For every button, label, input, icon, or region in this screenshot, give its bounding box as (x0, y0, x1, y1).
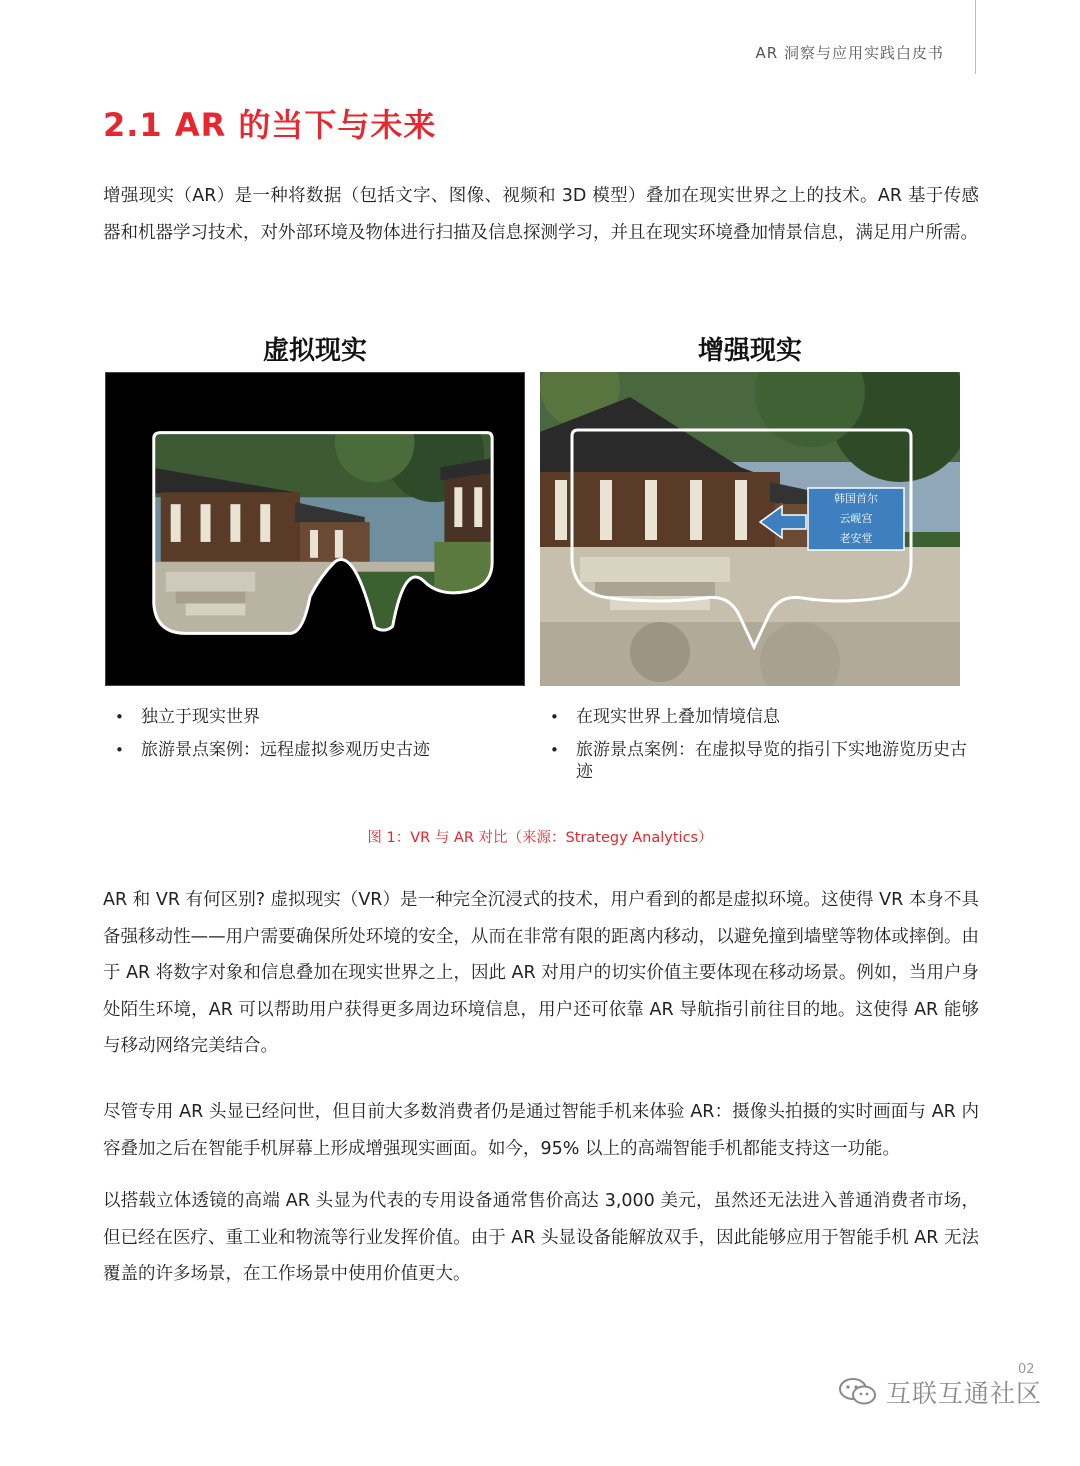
ar-bullet-list (550, 706, 970, 794)
list-item: • 旅游景点案例：远程虚拟参观历史古迹 (115, 739, 535, 761)
ar-label-line: 韩国首尔 (834, 492, 878, 505)
watermark (838, 1374, 1042, 1410)
ar-label-line: 老安堂 (839, 532, 873, 545)
list-item: • 独立于现实世界 (115, 706, 535, 728)
vr-bullet-list (115, 706, 535, 772)
list-item: • 旅游景点案例：在虚拟导览的指引下实地游览历史古迹 (550, 739, 970, 783)
body-paragraph: AR 和 VR 有何区别? 虚拟现实（VR）是一种完全沉浸式的技术，用户看到的都是虚拟环境。这使得 VR 本身不具备强移动性——用户需要确保所处环境的安全，从而在非常有限的距离内移动，以避免撞到墙壁等物体或摔倒。由于 AR 将数字对象和信息叠加在现实世界之上，因此 AR 对用户的切实价值主要体现在移动场景。例如，当用户身处陌生环境，AR 可以帮助用户获得更多周边环境信息，用户还可依靠 AR 导航指引前往目的地。这使得 AR 能够与移动网络完美结合。 (103, 890, 979, 1056)
vr-image (105, 372, 525, 686)
intro-paragraph: 增强现实（AR）是一种将数据（包括文字、图像、视频和 3D 模型）叠加在现实世界之上的技术。AR 基于传感器和机器学习技术，对外部环境及物体进行扫描及信息探测学习，并且在现实环境叠加情景信息，满足用户所需。 (103, 186, 979, 243)
document-title: AR 洞察与应用实践白皮书 (755, 44, 944, 62)
list-item: • 在现实世界上叠加情境信息 (550, 706, 970, 728)
body-paragraph: 以搭载立体透镜的高端 AR 头显为代表的专用设备通常售价高达 3,000 美元，虽然还无法进入普通消费者市场，但已经在医疗、重工业和物流等行业发挥价值。由于 AR 头显设备能解放双手，因此能够应用于智能手机 AR 无法覆盖的许多场景，在工作场景中使用价值更大。 (103, 1191, 979, 1284)
figure-caption: 图 1：VR 与 AR 对比（来源：Strategy Analytics） (367, 830, 713, 846)
ar-label-line: 云岘宫 (839, 512, 873, 525)
chat-bubbles-icon (838, 1377, 878, 1407)
body-paragraph: 尽管专用 AR 头显已经问世，但目前大多数消费者仍是通过智能手机来体验 AR：摄像头拍摄的实时画面与 AR 内容叠加之后在智能手机屏幕上形成增强现实画面。如今，95% 以上的高端智能手机都能支持这一功能。 (103, 1102, 979, 1159)
page-number: 02 (1018, 1362, 1035, 1377)
header-divider (975, 0, 976, 74)
watermark-text: 互联互通社区 (886, 1379, 1043, 1408)
vr-figure-title: 虚拟现实 (262, 336, 367, 366)
ar-image (540, 372, 960, 686)
section-title: 2.1 AR 的当下与未来 (103, 106, 437, 144)
ar-info-label (808, 488, 904, 550)
ar-figure-title: 增强现实 (697, 336, 802, 366)
